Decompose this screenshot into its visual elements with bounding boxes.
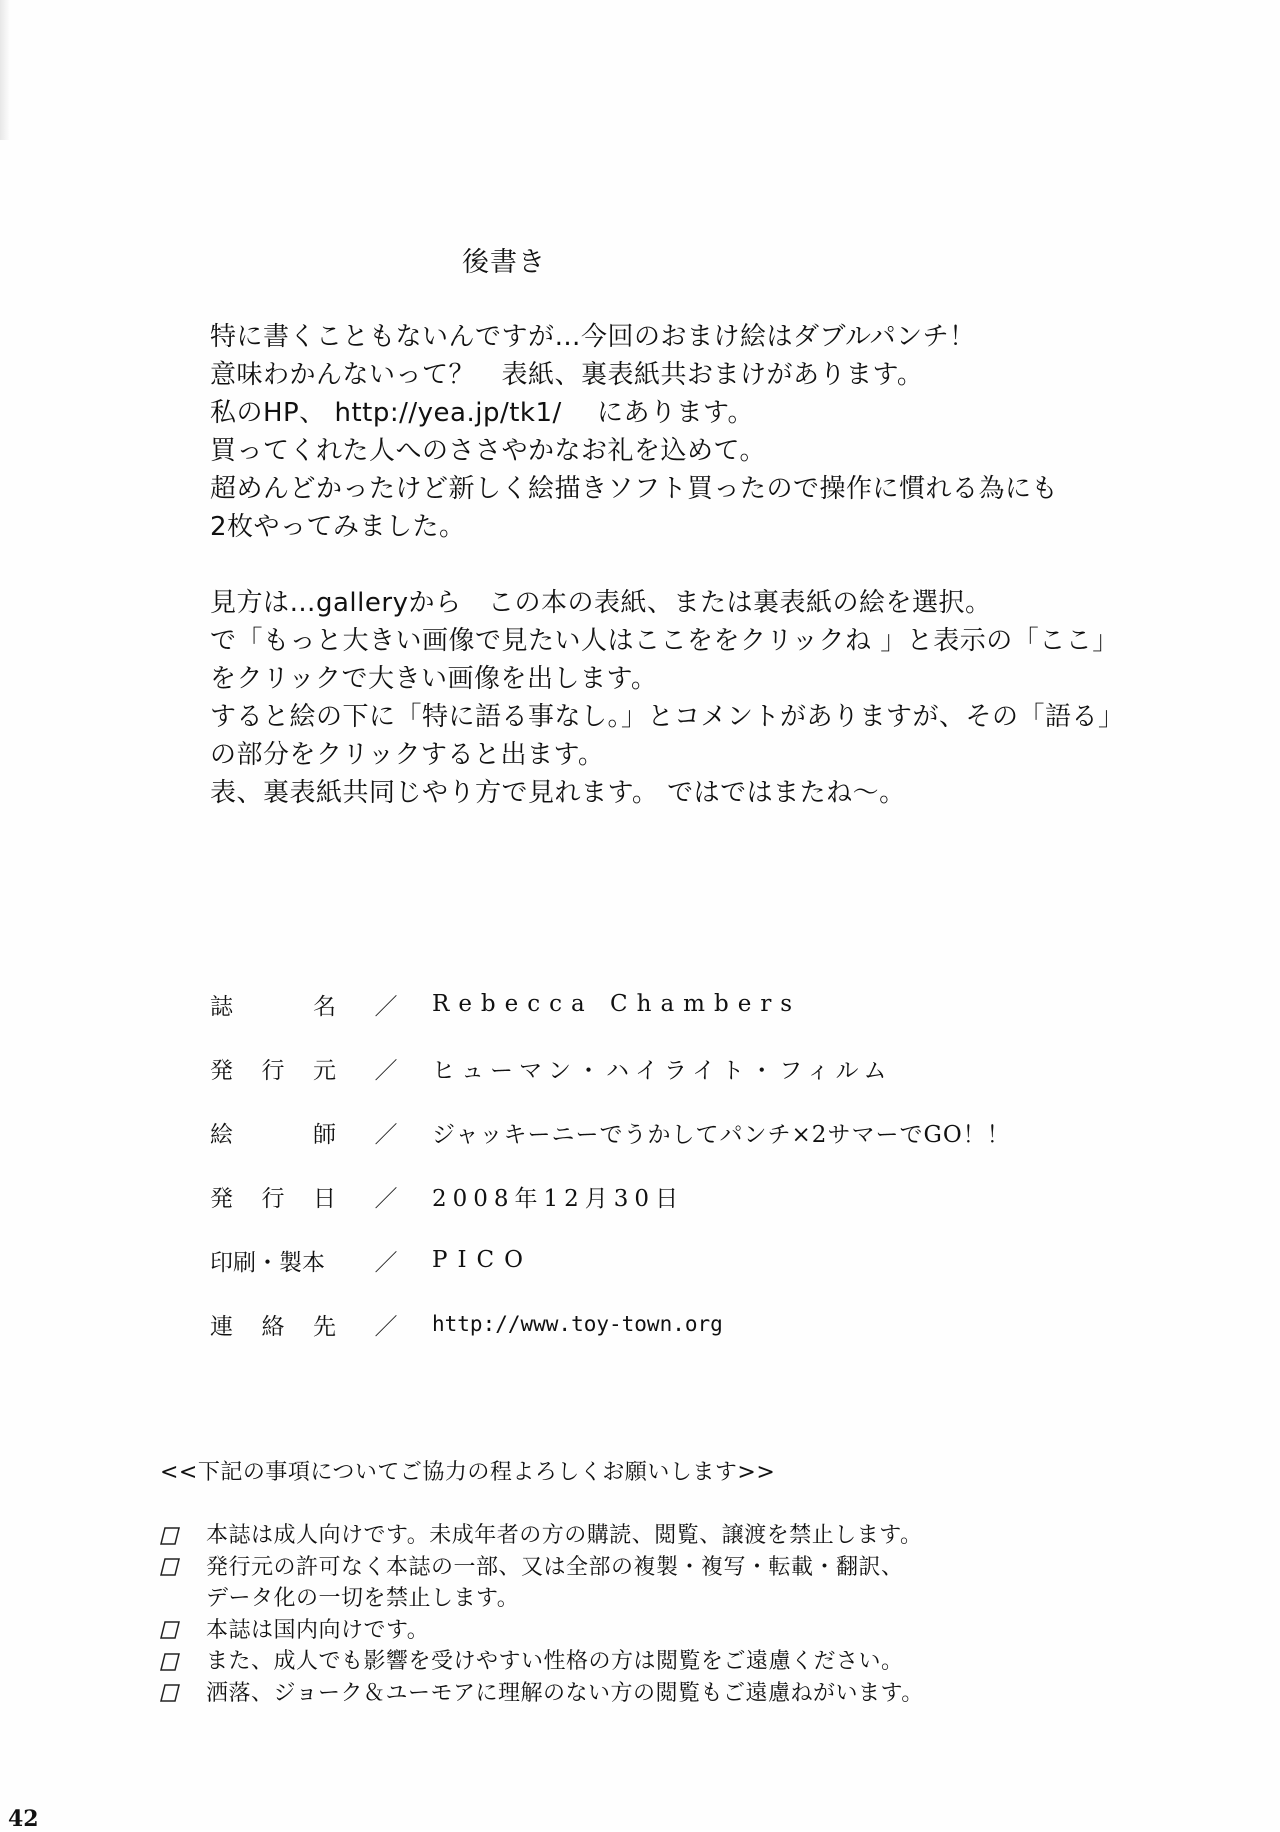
- afterword-line: 意味わかんないって？ 表紙、裏表紙共おまけがあります。: [210, 360, 924, 390]
- colophon-row-printer: [210, 1228, 1011, 1292]
- colophon-label: [210, 988, 336, 1021]
- label-char: 名: [313, 993, 336, 1020]
- afterword-line: で「もっと大きい画像で見たい人はここををクリックね 」と表示の「ここ」: [210, 626, 1119, 656]
- label-char: 誌: [210, 993, 233, 1020]
- notice-list: [160, 1520, 924, 1709]
- label-char: 連: [210, 1313, 233, 1340]
- colophon-row-publisher: [210, 1036, 1011, 1100]
- paragraph-gap: [210, 546, 1170, 584]
- colophon-label: [210, 1244, 336, 1277]
- notice-item: [160, 1552, 924, 1615]
- checkbox-icon: [160, 1552, 180, 1584]
- notice-text: データ化の一切を禁止します。: [206, 1586, 520, 1611]
- label-char: 絵: [210, 1121, 233, 1148]
- notice-item: [160, 1678, 924, 1710]
- label-char: 元: [313, 1057, 336, 1084]
- label-char: 先: [313, 1313, 336, 1340]
- label-char: 印刷・製本: [210, 1249, 325, 1276]
- afterword-line: 2枚やってみました。: [210, 512, 466, 542]
- label-char: 行: [261, 1185, 285, 1212]
- afterword-line: をクリックで大きい画像を出します。: [210, 664, 658, 694]
- separator: ／: [374, 1121, 398, 1148]
- afterword-line: 私のHP、 http://yea.jp/tk1/ にあります。: [210, 398, 754, 428]
- colophon-row-artist: [210, 1100, 1011, 1164]
- colophon-label: [210, 1308, 336, 1341]
- colophon-value-publisher: ヒューマン・ハイライト・フィルム: [432, 1057, 893, 1084]
- afterword-title: 後書き: [462, 247, 546, 278]
- colophon-label: [210, 1180, 336, 1213]
- separator: ／: [374, 1313, 398, 1340]
- notice-item: [160, 1646, 924, 1678]
- checkbox-icon: [160, 1520, 180, 1552]
- separator: ／: [374, 1185, 398, 1212]
- colophon: [210, 972, 1011, 1356]
- afterword-line: 表、裏表紙共同じやり方で見れます。 ではではまたね～。: [210, 778, 906, 808]
- afterword-line: 特に書くこともないんですが…今回のおまけ絵はダブルパンチ！: [210, 322, 976, 352]
- colophon-value-artist: ジャッキーニーでうかしてパンチ×2サマーでGO！！: [432, 1121, 1011, 1148]
- notice-text: 本誌は国内向けです。: [206, 1617, 430, 1643]
- label-char: 発: [210, 1185, 233, 1212]
- afterword-line: すると絵の下に「特に語る事なし。」とコメントがありますが、その「語る」: [210, 702, 1125, 732]
- label-char: 絡: [261, 1313, 285, 1340]
- afterword-line: 超めんどかったけど新しく絵描きソフト買ったので操作に慣れる為にも: [210, 474, 1059, 504]
- colophon-value-contact-url: http://www.toy-town.org: [432, 1312, 723, 1336]
- colophon-value-title: Rebecca Chambers: [432, 991, 802, 1017]
- colophon-label: [210, 1052, 336, 1085]
- notice-text: 本誌は成人向けです。未成年者の方の購読、閲覧、譲渡を禁止します。: [206, 1523, 923, 1548]
- notice-text: また、成人でも影響を受けやすい性格の方は閲覧をご遠慮ください。: [206, 1649, 904, 1674]
- checkbox-icon: [160, 1615, 180, 1647]
- colophon-label: [210, 1116, 336, 1149]
- label-char: 日: [313, 1185, 336, 1212]
- notice-text: 洒落、ジョーク＆ユーモアに理解のない方の閲覧もご遠慮ねがいます。: [206, 1680, 924, 1706]
- notice-text: 発行元の許可なく本誌の一部、又は全部の複製・複写・転載・翻訳、: [206, 1554, 904, 1580]
- colophon-row-contact: [210, 1292, 1011, 1356]
- checkbox-icon: [160, 1678, 180, 1710]
- colophon-value-printer: PICO: [432, 1247, 534, 1273]
- checkbox-icon: [160, 1646, 180, 1678]
- afterword-body: [210, 318, 1170, 812]
- label-char: 行: [261, 1057, 285, 1084]
- notice-header: <<下記の事項についてご協力の程よろしくお願いします>>: [160, 1460, 776, 1485]
- separator: ／: [374, 1249, 398, 1276]
- notice-block: [160, 1456, 924, 1709]
- notice-item: [160, 1615, 924, 1647]
- colophon-value-date: 2008年12月30日: [432, 1185, 685, 1212]
- colophon-row-date: [210, 1164, 1011, 1228]
- afterword-line: 見方は…galleryから この本の表紙、または裏表紙の絵を選択。: [210, 588, 992, 618]
- label-char: 師: [313, 1121, 336, 1148]
- colophon-row-title: [210, 972, 1011, 1036]
- scan-edge-shadow: [0, 0, 10, 140]
- separator: ／: [374, 993, 398, 1020]
- afterword-line: 買ってくれた人へのささやかなお礼を込めて。: [210, 436, 766, 466]
- afterword-line: の部分をクリックすると出ます。: [210, 740, 605, 770]
- page-number: 42: [8, 1806, 39, 1832]
- label-char: 発: [210, 1057, 233, 1084]
- notice-item: [160, 1520, 924, 1552]
- separator: ／: [374, 1057, 398, 1084]
